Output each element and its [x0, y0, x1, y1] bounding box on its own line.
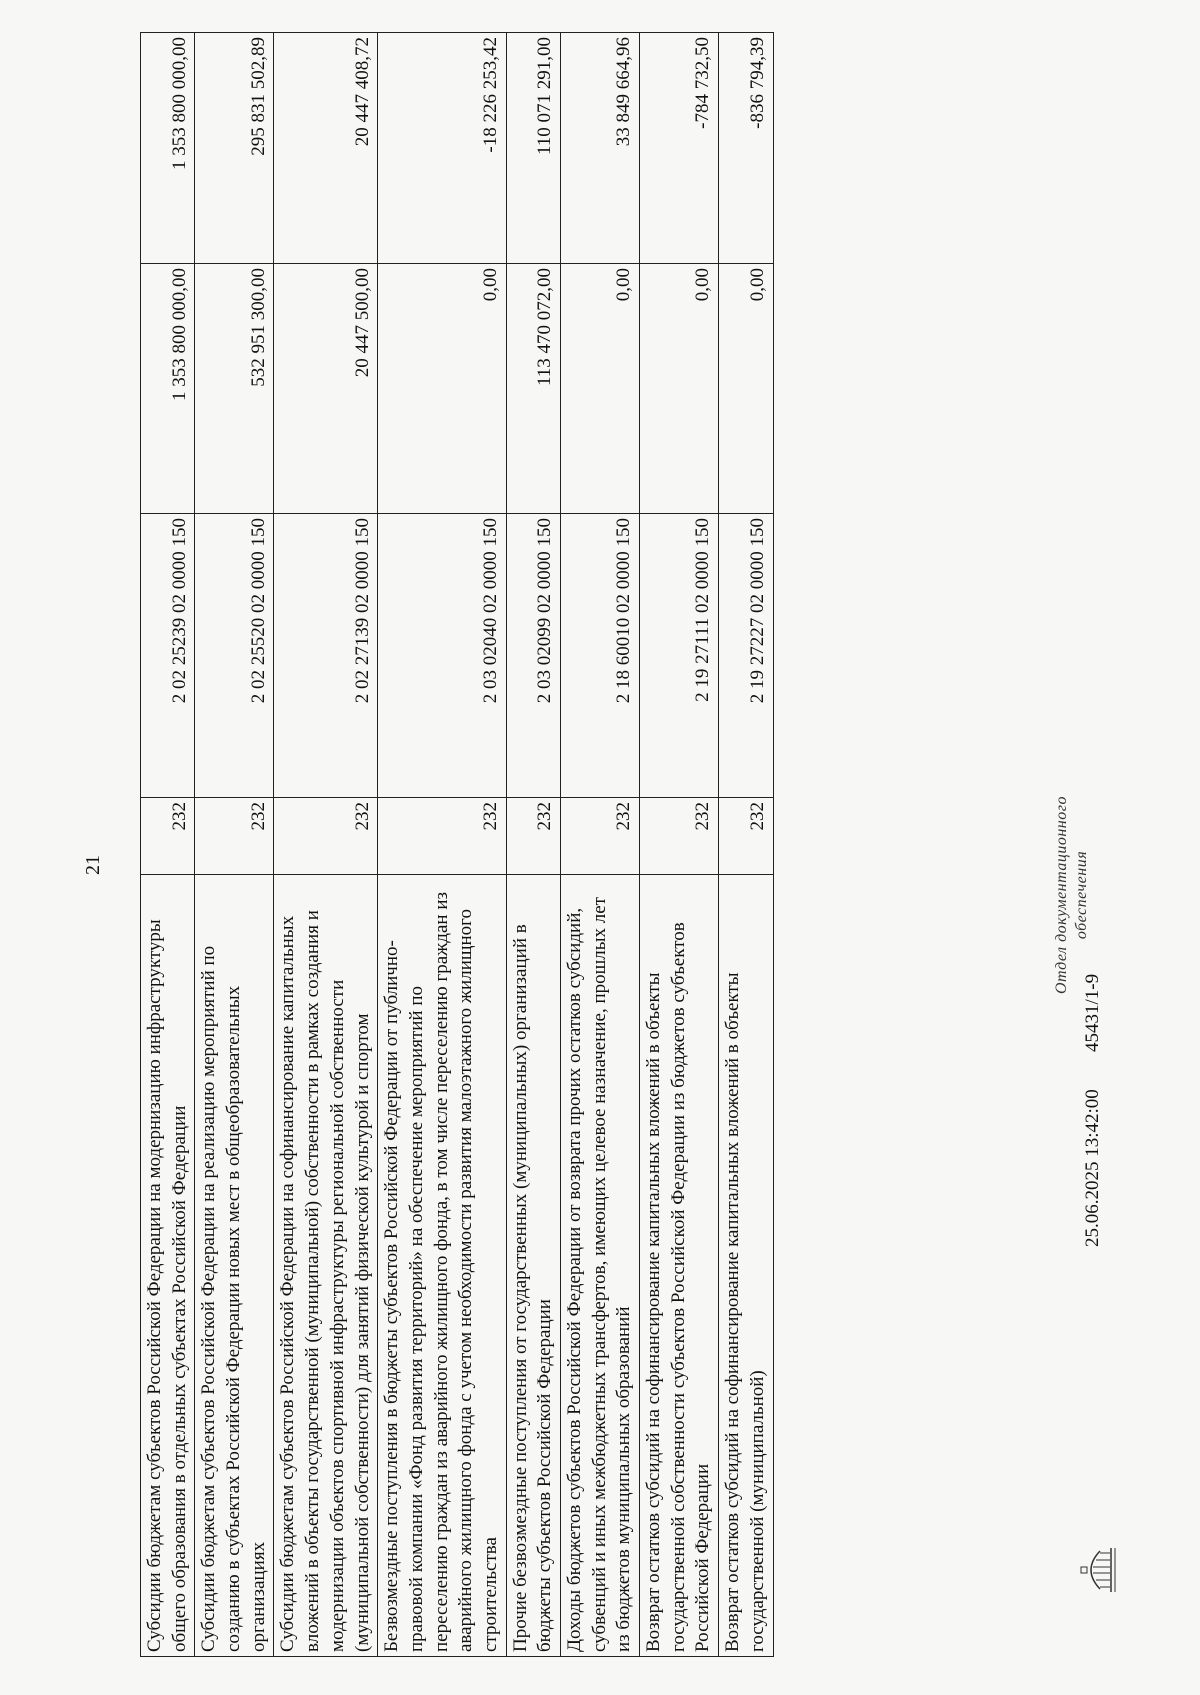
row-approved-amount: 1 353 800 000,00 — [141, 264, 195, 514]
table-row — [141, 33, 195, 1657]
row-executed-amount: 33 849 664,96 — [561, 33, 640, 264]
emblem-icon — [1080, 1545, 1118, 1595]
row-description: Субсидии бюджетам субъектов Российской Федерации на реализацию мероприятий по созданию в субъектах Российской Федерации новых мест в общеобразовательных организациях — [195, 875, 274, 1657]
row-approved-amount: 0,00 — [561, 264, 640, 514]
row-approved-amount: 0,00 — [378, 264, 506, 514]
row-admin-code: 232 — [378, 798, 506, 875]
row-budget-code: 2 19 27227 02 0000 150 — [719, 514, 773, 798]
row-approved-amount: 0,00 — [719, 264, 773, 514]
row-executed-amount: -18 226 253,42 — [378, 33, 506, 264]
row-executed-amount: -836 794,39 — [719, 33, 773, 264]
row-budget-code: 2 02 25520 02 0000 150 — [195, 514, 274, 798]
row-executed-amount: 295 831 502,89 — [195, 33, 274, 264]
row-description: Прочие безвозмездные поступления от государственных (муниципальных) организаций в бюджеты субъектов Российской Федерации — [506, 875, 560, 1657]
row-executed-amount: 110 071 291,00 — [506, 33, 560, 264]
row-executed-amount: -784 732,50 — [640, 33, 719, 264]
row-description: Субсидии бюджетам субъектов Российской Федерации на модернизацию инфраструктуры общего образования в отдельных субъектах Российской Федерации — [141, 875, 195, 1657]
table-row — [378, 33, 506, 1657]
row-budget-code: 2 03 02099 02 0000 150 — [506, 514, 560, 798]
row-budget-code: 2 19 27111 02 0000 150 — [640, 514, 719, 798]
budget-table — [140, 32, 774, 1657]
row-executed-amount: 20 447 408,72 — [274, 33, 378, 264]
row-description: Возврат остатков субсидий на софинансирование капитальных вложений в объекты государственной собственности субъектов Российской Федерации из бюджетов субъектов Российской Федерации — [640, 875, 719, 1657]
table-row — [274, 33, 378, 1657]
row-budget-code: 2 02 25239 02 0000 150 — [141, 514, 195, 798]
row-budget-code: 2 03 02040 02 0000 150 — [378, 514, 506, 798]
row-description: Безвозмездные поступления в бюджеты субъектов Российской Федерации от публично-правовой компании «Фонд развития территорий» на обеспечение мероприятий по переселению граждан из аварийного жилищного фонда, в том числе переселению граждан из аварийного жилищного фонда с учетом необходимости развития малоэтажного жилищного строительства — [378, 875, 506, 1657]
row-description: Субсидии бюджетам субъектов Российской Федерации на софинансирование капитальных вложений в объекты государственной (муниципальной) собственности в рамках создания и модернизации объектов спортивной инфраструктуры региональной собственности (муниципальной собственности) для занятий физической культурой и спортом — [274, 875, 378, 1657]
row-admin-code: 232 — [561, 798, 640, 875]
footer-doc-number: 45431/1-9 — [1082, 973, 1103, 1052]
footer-date: 25.06.2025 13:42:00 — [1082, 1089, 1103, 1247]
table-row — [719, 33, 773, 1657]
stamp-line-1: Отдел документационного — [1053, 796, 1070, 994]
row-description: Возврат остатков субсидий на софинансирование капитальных вложений в объекты государственной (муниципальной) — [719, 875, 773, 1657]
row-approved-amount: 532 951 300,00 — [195, 264, 274, 514]
row-approved-amount: 20 447 500,00 — [274, 264, 378, 514]
row-admin-code: 232 — [640, 798, 719, 875]
table-row — [506, 33, 560, 1657]
row-budget-code: 2 18 60010 02 0000 150 — [561, 514, 640, 798]
row-executed-amount: 1 353 800 000,00 — [141, 33, 195, 264]
department-stamp — [1052, 795, 1092, 995]
row-admin-code: 232 — [274, 798, 378, 875]
page-number: 21 — [82, 855, 104, 875]
table-row — [195, 33, 274, 1657]
row-admin-code: 232 — [719, 798, 773, 875]
stamp-line-2: обеспечения — [1073, 850, 1090, 940]
row-approved-amount: 0,00 — [640, 264, 719, 514]
row-budget-code: 2 02 27139 02 0000 150 — [274, 514, 378, 798]
table-row — [640, 33, 719, 1657]
row-admin-code: 232 — [141, 798, 195, 875]
row-admin-code: 232 — [506, 798, 560, 875]
row-description: Доходы бюджетов субъектов Российской Федерации от возврата прочих остатков субсидий, субвенций и иных межбюджетных трансфертов, имеющих целевое назначение, прошлых лет из бюджетов муниципальных образований — [561, 875, 640, 1657]
row-approved-amount: 113 470 072,00 — [506, 264, 560, 514]
table-row — [561, 33, 640, 1657]
row-admin-code: 232 — [195, 798, 274, 875]
